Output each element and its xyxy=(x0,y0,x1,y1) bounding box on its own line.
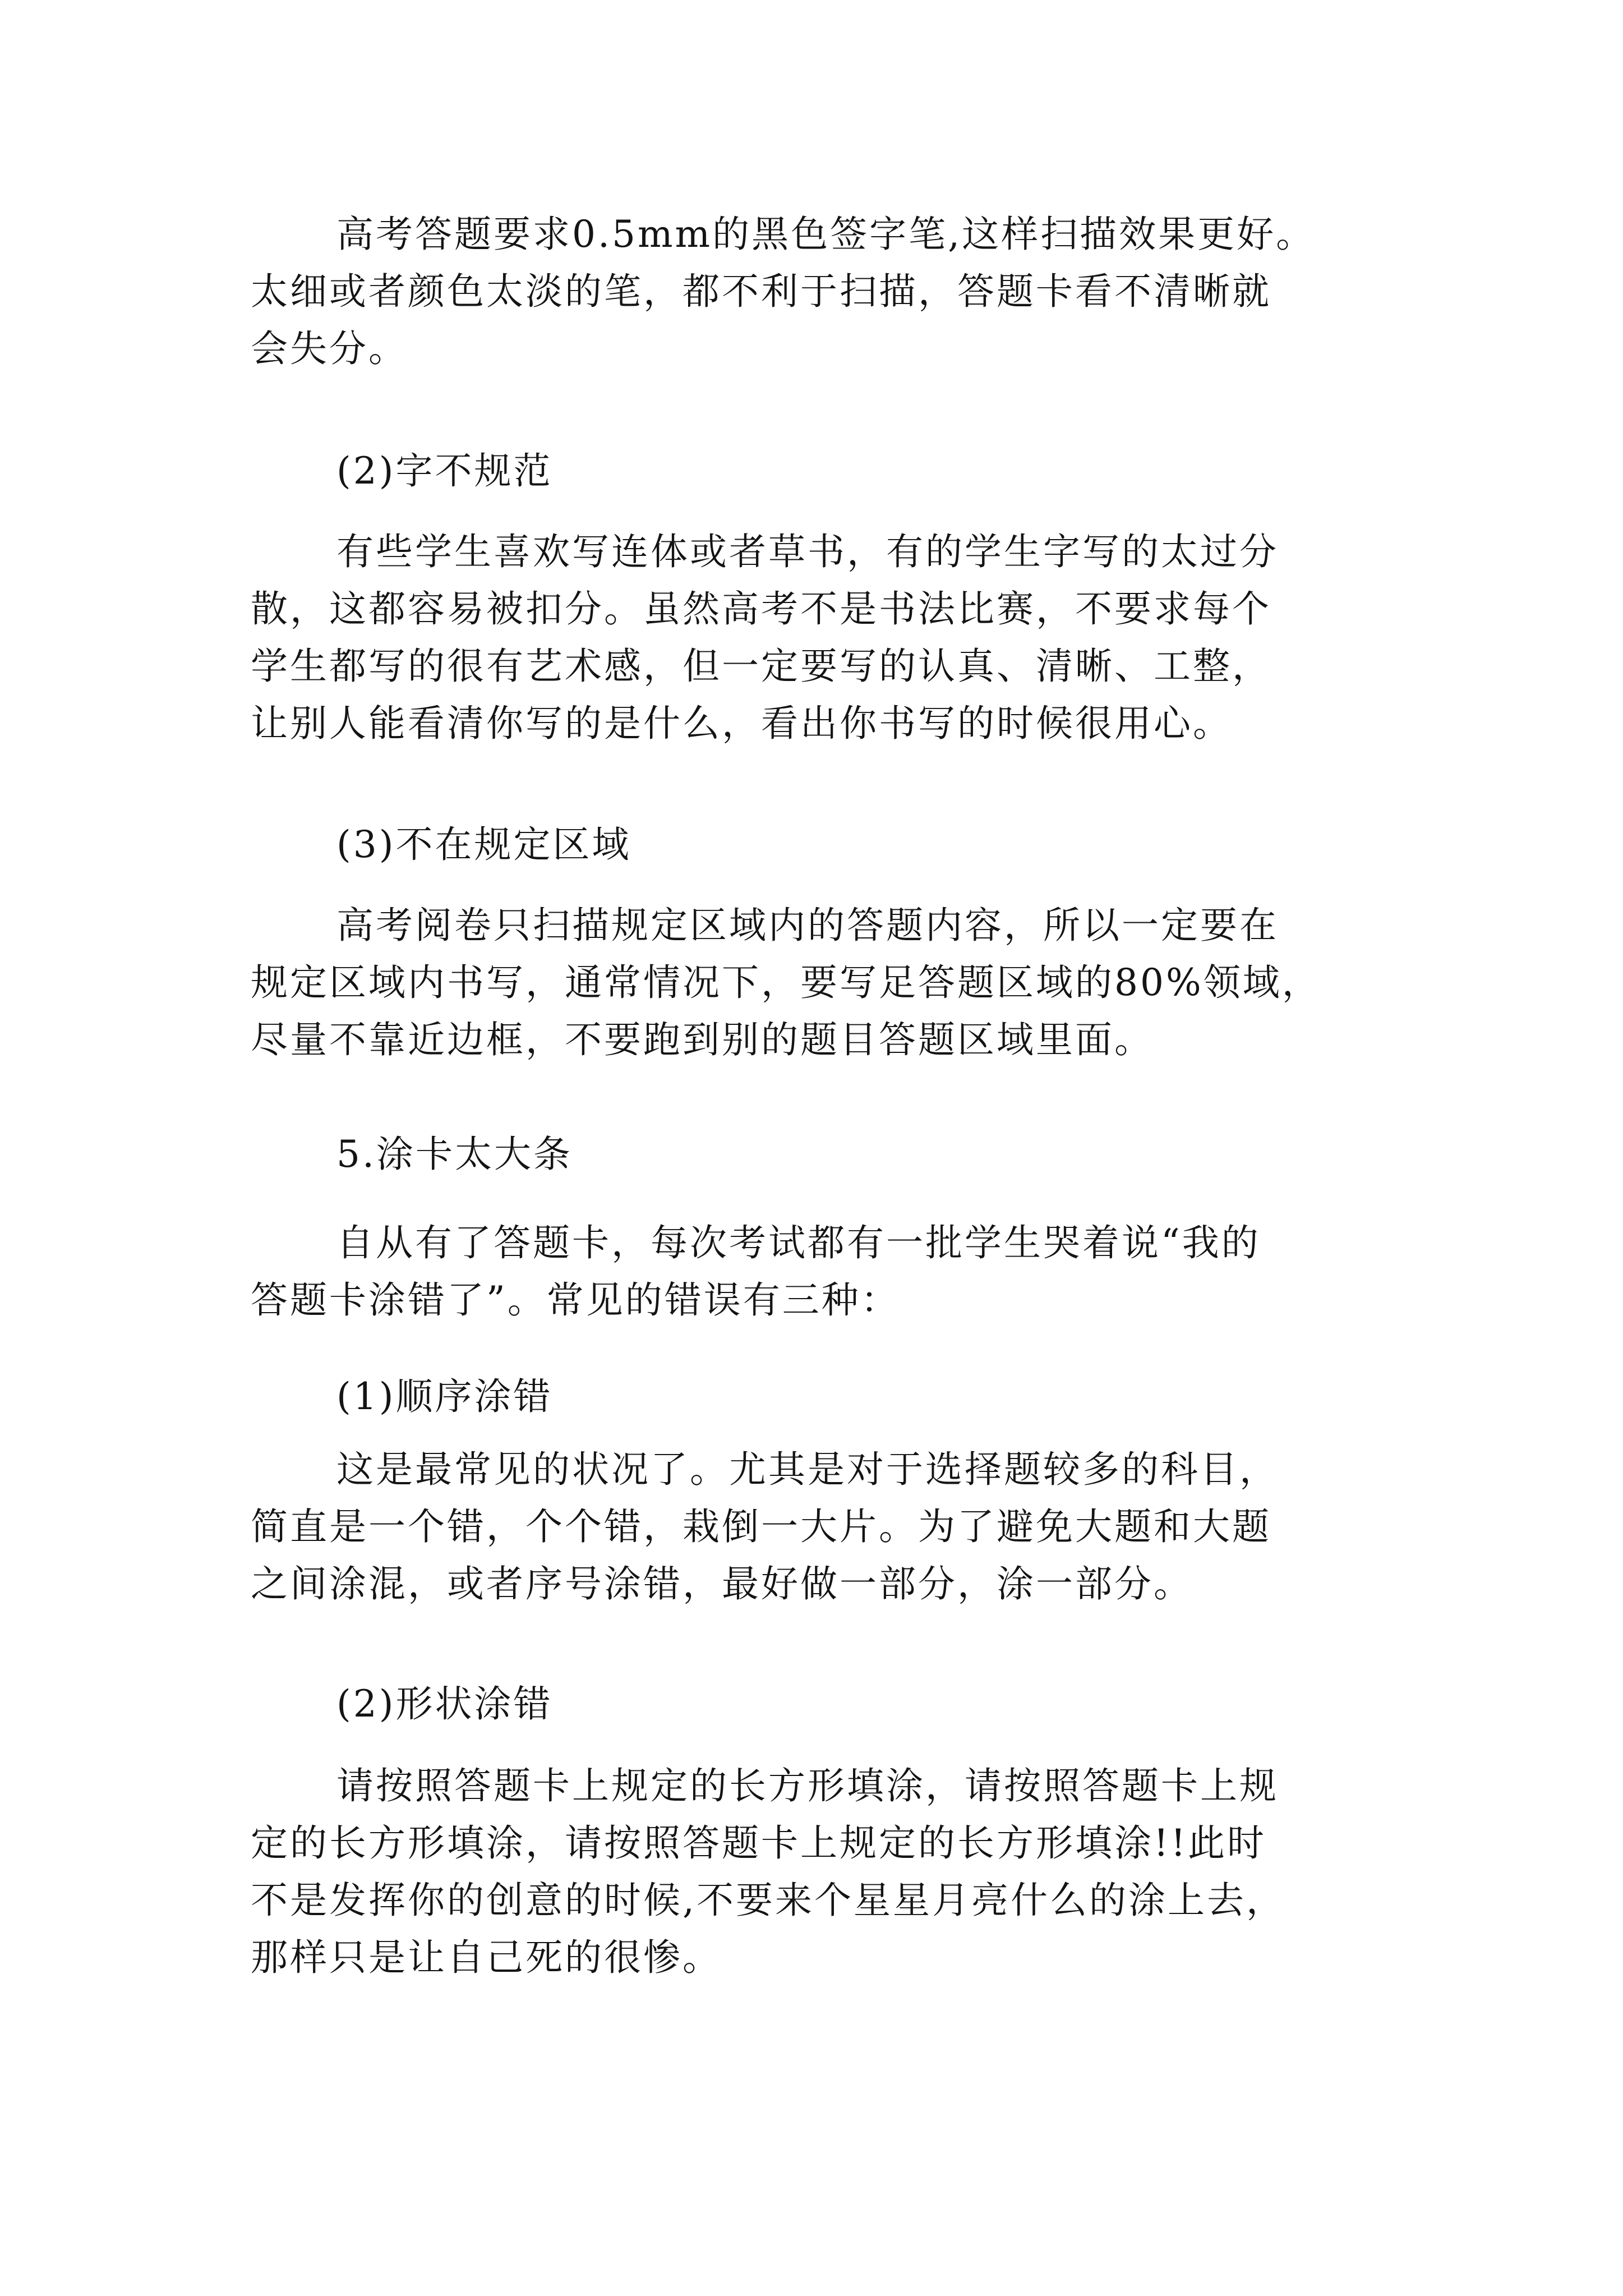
text-line: 请按照答题卡上规定的长方形填涂，请按照答题卡上规 xyxy=(336,1764,1279,1807)
subheading: (2)形状涂错 xyxy=(336,1682,553,1726)
text-line: 自从有了答题卡，每次考试都有一批学生哭着说“我的 xyxy=(336,1221,1261,1264)
text-line: 那样只是让自己死的很惨。 xyxy=(251,1936,722,1979)
text-line: 有些学生喜欢写连体或者草书，有的学生字写的太过分 xyxy=(336,530,1279,573)
section-heading: 5.涂卡太大条 xyxy=(336,1133,573,1176)
text-line: 让别人能看清你写的是什么，看出你书写的时候很用心。 xyxy=(251,702,1232,745)
text-line: 这是最常见的状况了。尤其是对于选择题较多的科目， xyxy=(336,1448,1279,1491)
subheading: (3)不在规定区域 xyxy=(336,823,631,866)
text-line: 散，这都容易被扣分。虽然高考不是书法比赛，不要求每个 xyxy=(251,587,1271,631)
text-line: 规定区域内书写，通常情况下，要写足答题区域的80%领域， xyxy=(251,961,1321,1004)
subheading: (1)顺序涂错 xyxy=(336,1375,553,1418)
text-line: 答题卡涂错了”。常见的错误有三种： xyxy=(251,1278,900,1322)
text-line: 之间涂混，或者序号涂错，最好做一部分，涂一部分。 xyxy=(251,1562,1193,1605)
text-line: 不是发挥你的创意的时候,不要来个星星月亮什么的涂上去， xyxy=(251,1879,1285,1922)
text-line: 尽量不靠近边框，不要跑到别的题目答题区域里面。 xyxy=(251,1018,1154,1061)
text-line: 简直是一个错，个个错，栽倒一大片。为了避免大题和大题 xyxy=(251,1505,1271,1548)
text-line: 定的长方形填涂，请按照答题卡上规定的长方形填涂!!此时 xyxy=(251,1821,1267,1865)
text-line: 会失分。 xyxy=(251,327,408,370)
text-line: 高考阅卷只扫描规定区域内的答题内容，所以一定要在 xyxy=(336,904,1279,947)
text-line: 高考答题要求0.5mm的黑色签字笔,这样扫描效果更好。 xyxy=(336,213,1316,256)
text-line: 太细或者颜色太淡的笔，都不利于扫描，答题卡看不清晰就 xyxy=(251,270,1271,313)
text-line: 学生都写的很有艺术感，但一定要写的认真、清晰、工整， xyxy=(251,645,1271,688)
subheading: (2)字不规范 xyxy=(336,449,553,493)
